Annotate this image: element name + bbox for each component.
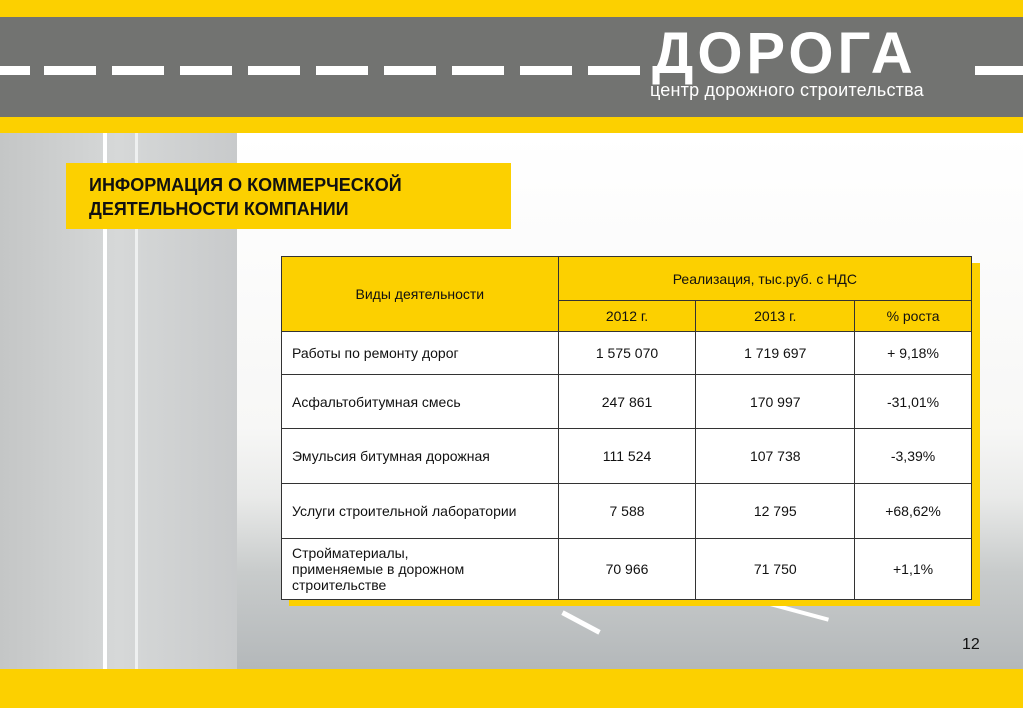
value-2013-cell: 107 738 <box>696 429 855 484</box>
value-2013-cell: 1 719 697 <box>696 332 855 375</box>
table-row <box>282 332 972 375</box>
header-sales: Реализация, тыс.руб. с НДС <box>558 257 971 301</box>
activity-cell <box>282 539 559 600</box>
value-2012-cell: 1 575 070 <box>558 332 696 375</box>
activity-cell: Работы по ремонту дорог <box>282 332 559 375</box>
activity-cell: Эмульсия битумная дорожная <box>282 429 559 484</box>
growth-cell: -31,01% <box>855 375 972 429</box>
header-growth: % роста <box>855 301 972 332</box>
table-row <box>282 429 972 484</box>
table-row <box>282 484 972 539</box>
title-line-1: ИНФОРМАЦИЯ О КОММЕРЧЕСКОЙ <box>89 175 402 195</box>
table-row <box>282 375 972 429</box>
header-yellow-band <box>0 117 1023 133</box>
top-yellow-band <box>0 0 1023 17</box>
value-2012-cell: 7 588 <box>558 484 696 539</box>
title-line-2: ДЕЯТЕЛЬНОСТИ КОМПАНИИ <box>89 199 349 219</box>
activity-cell: Асфальтобитумная смесь <box>282 375 559 429</box>
activity-line: Стройматериалы, <box>292 545 409 561</box>
page-number: 12 <box>962 636 980 653</box>
value-2012-cell: 70 966 <box>558 539 696 600</box>
value-2012-cell: 111 524 <box>558 429 696 484</box>
growth-cell: -3,39% <box>855 429 972 484</box>
header-2012: 2012 г. <box>558 301 696 332</box>
growth-cell: +68,62% <box>855 484 972 539</box>
value-2013-cell: 170 997 <box>696 375 855 429</box>
page-title <box>66 163 511 229</box>
header-activity: Виды деятельности <box>282 257 559 332</box>
logo-title: ДОРОГА <box>648 24 921 84</box>
sales-table <box>281 256 972 600</box>
bottom-yellow-band <box>0 669 1023 708</box>
activity-line: строительстве <box>292 577 387 593</box>
value-2013-cell: 12 795 <box>696 484 855 539</box>
value-2013-cell: 71 750 <box>696 539 855 600</box>
header-2013: 2013 г. <box>696 301 855 332</box>
table-row <box>282 539 972 600</box>
activity-cell: Услуги строительной лаборатории <box>282 484 559 539</box>
activity-line: применяемые в дорожном <box>292 561 465 577</box>
growth-cell: + 9,18% <box>855 332 972 375</box>
value-2012-cell: 247 861 <box>558 375 696 429</box>
growth-cell: +1,1% <box>855 539 972 600</box>
logo-subtitle: центр дорожного строительства <box>650 80 924 100</box>
